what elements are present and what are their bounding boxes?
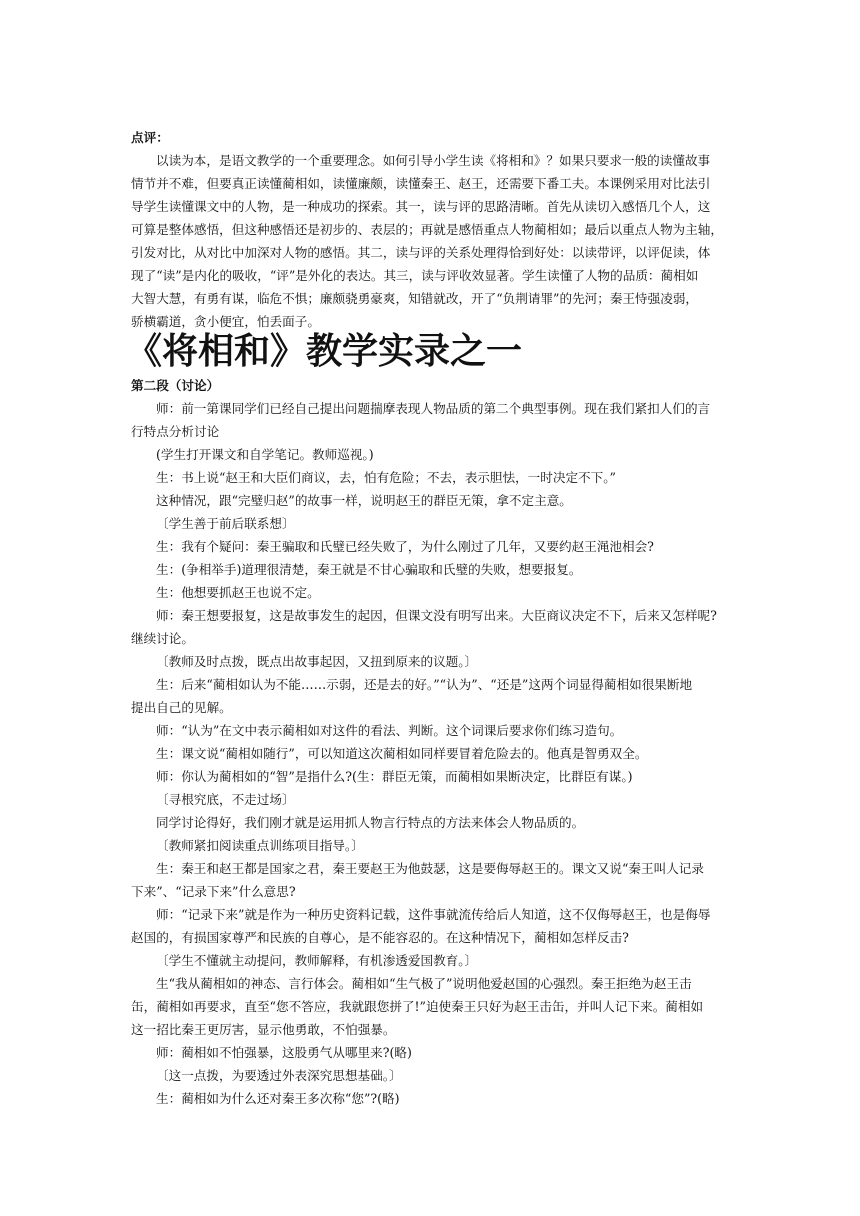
comment-line: 〔学生不懂就主动提问，教师解释，有机渗透爱国教育。〕 [156,953,478,968]
review-line: 大智大慧，有勇有谋，临危不惧；廉颇骁勇豪爽，知错就改，开了“负荆请罪”的先河；秦王恃强凌弱， [131,291,699,306]
comment-line: 〔寻根究底，不走过场〕 [156,792,295,807]
comment-line: 〔学生善于前后联系想〕 [156,516,295,531]
review-line: 现了“读”是内化的吸收，“评”是外化的表达。其三，读与评收效显著。学生读懂了人物的品质：蔺相如 [131,268,699,283]
comment-line: 〔教师紧扣阅读重点训练项目指导。〕 [156,838,364,853]
dialogue-line: 赵国的，有损国家尊严和民族的自尊心，是不能容忍的。在这种情况下，蔺相如怎样反击? [131,930,629,945]
review-line: 情节并不难，但要真正读懂蔺相如，读懂廉颇，读懂秦王、赵王，还需要下番工夫。本课例采用对比法引 [131,176,711,191]
comment-line: 〔教师及时点拨，既点出故事起因，又扭到原来的议题。〕 [156,654,478,669]
dialogue-line: 师：“记录下来”就是作为一种历史资料记载，这件事就流传给后人知道，这不仅侮辱赵王，也是侮辱 [156,907,711,922]
dialogue-line: 生：我有个疑问：秦王骗取和氏璧已经失败了，为什么刚过了几年，又要约赵王渑池相会? [156,539,654,554]
review-line: 以读为本，是语文教学的一个重要理念。如何引导小学生读《将相和》？如果只要求一般的读懂故事 [156,153,711,168]
dialogue-line: 提出自己的见解。 [131,700,232,715]
dialogue-line: 生：后来“蔺相如认为不能……示弱，还是去的好。”“认为”、“还是”这两个词显得蔺相如很果断地 [156,677,693,692]
review-line: 可算是整体感悟，但这种感悟还是初步的、表层的；再就是感悟重点人物蔺相如；最后以重点人物为主轴， [131,222,723,237]
dialogue-line: 同学讨论得好，我们刚才就是运用抓人物言行特点的方法来体会人物品质的。 [156,815,585,830]
dialogue-line: (学生打开课文和自学笔记。教师巡视。) [156,447,374,462]
dialogue-line: 生“我从蔺相如的神态、言行体会。蔺相如“生气极了”说明他爱赵国的心强烈。秦王拒绝为赵王击 [156,976,692,991]
dialogue-line: 生：课文说“蔺相如随行”，可以知道这次蔺相如同样要冒着危险去的。他真是智勇双全。 [156,746,648,761]
review-line: 导学生读懂课文中的人物，是一种成功的探索。其一，读与评的思路清晰。首先从读切入感悟几个人，这 [131,199,711,214]
dialogue-line: 这一招比秦王更厉害，显示他勇敢，不怕强暴。 [131,1022,396,1037]
dialogue-line: 师：前一第课同学们已经自己提出问题揣摩表现人物品质的第二个典型事例。现在我们紧扣人们的言 [156,401,711,416]
document-title: 《将相和》教学实录之一 [126,331,523,372]
dialogue-line: 这种情况，跟“完璧归赵”的故事一样，说明赵王的群臣无策，拿不定主意。 [156,493,572,508]
dialogue-line: 生：(争相举手)道理很清楚，秦王就是不甘心骗取和氏璧的失败，想要报复。 [156,562,582,577]
dialogue-line: 师：“认为”在文中表示蔺相如对这件的看法、判断。这个词课后要求你们练习造句。 [156,723,623,738]
dialogue-line: 生：蔺相如为什么还对秦王多次称“您”?(略) [156,1091,400,1106]
comment-line: 〔这一点拨，为要透过外表深究思想基础。〕 [156,1068,402,1083]
dialogue-line: 师：秦王想要报复，这是故事发生的起因，但课文没有明写出来。大臣商议决定不下，后来又怎样呢? [156,608,717,623]
review-heading: 点评： [131,130,169,145]
dialogue-line: 生：书上说“赵王和大臣们商议，去，怕有危险；不去，表示胆怯，一时决定不下。” [156,470,616,485]
dialogue-line: 行特点分析讨论 [131,424,220,439]
dialogue-line: 师：蔺相如不怕强暴，这股勇气从哪里来?(略) [156,1045,412,1060]
dialogue-line: 师：你认为蔺相如的“智”是指什么?(生：群臣无策，而蔺相如果断决定，比群臣有谋。) [156,769,633,784]
review-line: 引发对比，从对比中加深对人物的感悟。其二，读与评的关系处理得恰到好处：以读带评，以评促读，体 [131,245,711,260]
dialogue-line: 继续讨论。 [131,631,194,646]
dialogue-line: 下来”、“记录下来”什么意思? [131,884,296,899]
review-line: 骄横霸道，贪小便宜，怕丢面子。 [131,314,320,329]
section-heading: 第二段（讨论） [131,378,220,393]
dialogue-line: 生：他想要抓赵王也说不定。 [156,585,320,600]
dialogue-line: 生：秦王和赵王都是国家之君，秦王要赵王为他鼓瑟，这是要侮辱赵王的。课文又说“秦王叫人记录 [156,861,704,876]
dialogue-line: 缶，蔺相如再要求，直至“您不答应，我就跟您拼了!”迫使秦王只好为赵王击缶，并叫人记下来。蔺相如 [131,999,704,1014]
